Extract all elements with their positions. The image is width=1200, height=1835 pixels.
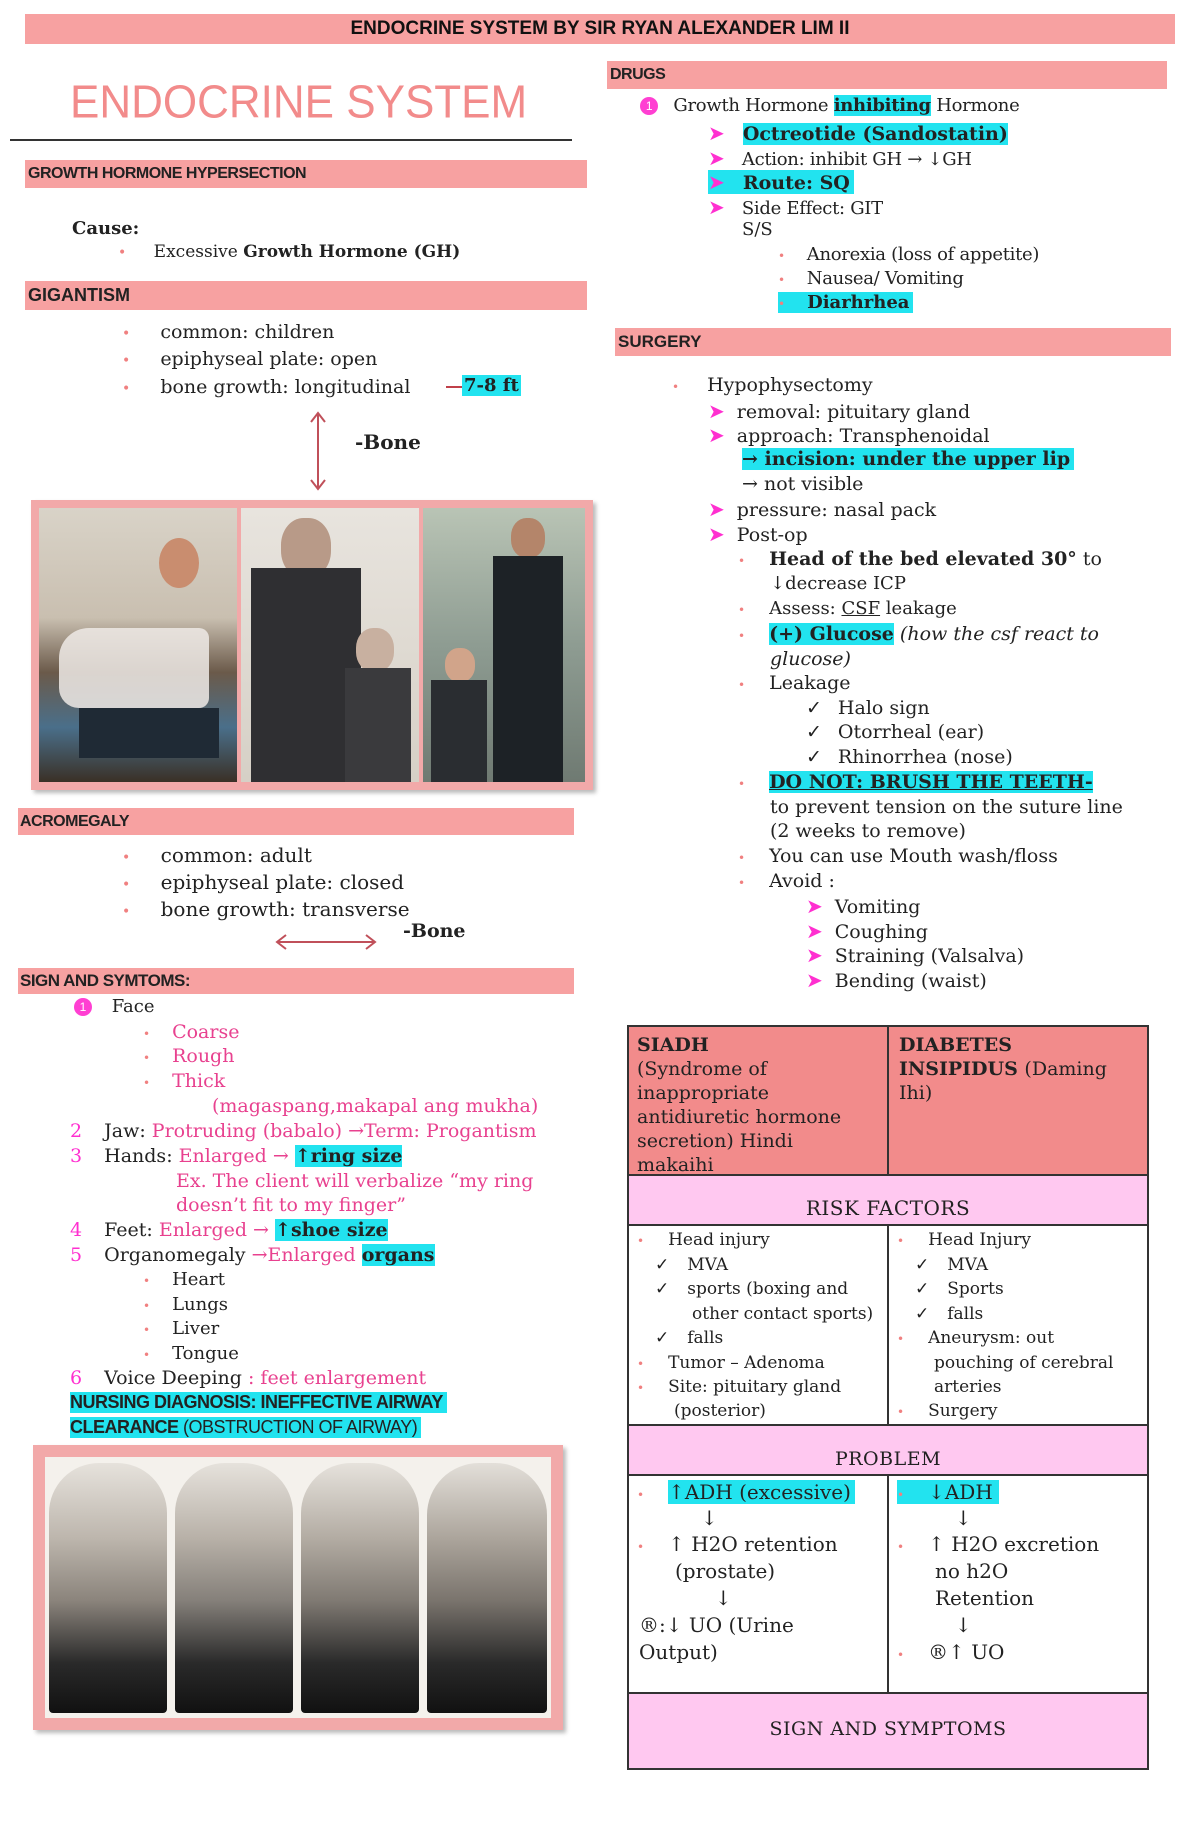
siadh-down-arrow-1: ↓: [701, 1506, 718, 1530]
arrow-bullet-icon: ➤: [708, 146, 725, 170]
nursing-dx-line-2a: CLEARANCE: [70, 1417, 184, 1437]
bullet-icon: •: [143, 1299, 151, 1313]
drug-class: [640, 95, 1019, 116]
assess-a: Assess:: [769, 598, 842, 619]
bullet-icon: •: [122, 381, 131, 397]
avoid-item-text: Straining (Valsalva): [834, 945, 1025, 967]
siadh-retention-2: (prostate): [675, 1559, 776, 1583]
organ-item-text: Tongue: [172, 1343, 239, 1364]
feet-label: Feet:: [104, 1219, 159, 1241]
arrow-bullet-icon: ➤: [708, 170, 725, 194]
nursing-dx-line-1: [70, 1392, 447, 1413]
drug-ss-item: [778, 268, 964, 289]
siadh-tumor: Tumor – Adenoma: [668, 1353, 825, 1373]
sign-hands: [70, 1145, 402, 1167]
bullet-icon: •: [897, 1332, 905, 1346]
avoid-text: Avoid :: [769, 870, 835, 892]
head-bold: Head of the bed elevated 30°: [769, 548, 1077, 570]
leak-item: [806, 746, 1013, 768]
assess-u: CSF: [841, 598, 881, 619]
di-risk-cell: [889, 1226, 1147, 1426]
di-excretion: ↑ H2O excretion: [928, 1532, 1100, 1556]
bullet-icon: •: [143, 1274, 151, 1288]
number-label: 5: [70, 1244, 83, 1266]
face-item: [143, 1045, 234, 1067]
siadh-site: Site: pituitary gland: [668, 1377, 842, 1397]
di-problem-cell: [889, 1476, 1147, 1694]
di-head-injury: Head Injury: [928, 1230, 1031, 1250]
drugs-header: [607, 61, 1167, 89]
siadh-line: (Syndrome of: [637, 1058, 767, 1080]
siadh-problem-cell: [629, 1476, 889, 1694]
arrow-bullet-icon: ➤: [708, 195, 725, 219]
di-down-arrow-1: ↓: [955, 1506, 972, 1530]
siadh-risk-check-cont: other contact sports): [692, 1304, 874, 1324]
bullet-icon: •: [738, 554, 746, 568]
avoid-item-text: Coughing: [834, 921, 928, 943]
number-circle-icon: 1: [640, 97, 658, 115]
sign-face: [74, 996, 154, 1017]
surgery-procedure: [672, 374, 873, 396]
surgery-procedure-text: Hypophysectomy: [707, 374, 873, 396]
siadh-site-2: (posterior): [674, 1401, 766, 1421]
di-title-2: INSIPIDUS: [899, 1058, 1025, 1080]
siadh-uo-2: Output): [639, 1640, 718, 1664]
height-note-text: 7-8 ft: [464, 375, 519, 396]
di-risk-check: falls: [947, 1304, 984, 1324]
bullet-icon: •: [738, 876, 746, 890]
surgery-incision: [742, 448, 1074, 470]
gigantism-item-text: epiphyseal plate: open: [160, 348, 378, 370]
ss-title-cell: [629, 1694, 1147, 1768]
leak-item: [806, 697, 930, 719]
donot-reason: to prevent tension on the suture line: [770, 796, 1123, 818]
acromegaly-item-text: common: adult: [160, 843, 312, 867]
head-to: to: [1076, 548, 1102, 570]
postop-leakage: [738, 672, 851, 694]
surgery-header: [615, 328, 1171, 356]
drug-ss-item-highlight: [778, 292, 913, 313]
drug-ss-hl-text: Diarhrhea: [807, 292, 910, 313]
drug-side-effect: [708, 195, 883, 219]
surgery-approach: [708, 423, 990, 447]
surgery-incision-text: → incision: under the upper lip: [742, 448, 1071, 470]
voice-label: Voice Deeping: [104, 1367, 248, 1389]
di-line-3: Ihi): [899, 1082, 933, 1104]
surgery-approach-text: approach: Transphenoidal: [736, 425, 990, 447]
acromegaly-photo: [45, 1457, 551, 1718]
bullet-icon: •: [637, 1234, 645, 1248]
siadh-down-arrow-2: ↓: [715, 1586, 732, 1610]
surgery-not-visible: → not visible: [742, 473, 864, 495]
leak-item: [806, 721, 984, 743]
bullet-icon: •: [637, 1357, 645, 1371]
donot-text: DO NOT: BRUSH THE TEETH-: [769, 771, 1093, 793]
postop-avoid: [738, 870, 835, 892]
di-excretion-2: no h2O: [935, 1559, 1009, 1583]
postop-assess: [738, 598, 957, 619]
drug-name-text: Octreotide (Sandostatin): [742, 123, 1008, 145]
voice-value: : feet enlargement: [247, 1367, 427, 1389]
drugs-title: DRUGS: [610, 66, 666, 83]
surgery-postop-text: Post-op: [736, 524, 808, 546]
siadh-line: secretion) Hindi: [637, 1130, 793, 1152]
gigantism-photo-2: [241, 508, 419, 782]
surgery-title: SURGERY: [618, 332, 702, 351]
siadh-di-table: [627, 1025, 1149, 1770]
siadh-risk-check: sports (boxing and: [687, 1279, 849, 1299]
hands-example-2: doesn’t fit to my finger”: [176, 1194, 406, 1216]
di-risk-check: MVA: [947, 1255, 989, 1275]
assess-b: leakage: [880, 598, 957, 619]
organ-value: →Enlarged: [251, 1244, 362, 1266]
sign-jaw: [70, 1120, 537, 1142]
ss-title: SIGN AND SYMPTOMS: [769, 1718, 1007, 1740]
bullet-icon: •: [897, 1540, 905, 1554]
mouthwash-text: You can use Mouth wash/floss: [769, 845, 1058, 867]
di-subtitle: (Daming: [1024, 1058, 1107, 1080]
arrow-bullet-icon: ➤: [806, 943, 823, 967]
cause-prefix: Excessive: [153, 242, 244, 262]
check-icon: ✓: [806, 746, 822, 768]
di-aneurysm-2: pouching of cerebral: [934, 1353, 1114, 1373]
problem-title: PROBLEM: [834, 1448, 942, 1470]
risk-factors-title: RISK FACTORS: [805, 1196, 971, 1220]
bullet-icon: •: [143, 1323, 151, 1337]
drug-action-text: Action: inhibit GH → ↓GH: [741, 149, 972, 170]
organ-item-text: Lungs: [172, 1294, 228, 1315]
sign-organomegaly: [70, 1244, 435, 1266]
arrow-bullet-icon: ➤: [708, 121, 725, 145]
check-icon: ✓: [655, 1279, 670, 1299]
sign-voice: [70, 1367, 426, 1389]
bullet-icon: •: [143, 1027, 151, 1041]
di-excretion-3: Retention: [935, 1586, 1035, 1610]
bullet-icon: •: [897, 1234, 905, 1248]
surgery-removal: [708, 399, 970, 423]
hands-label: Hands:: [104, 1145, 179, 1167]
postop-glucose: [738, 623, 1099, 645]
siadh-risk-check: falls: [687, 1328, 724, 1348]
cause-label: Cause:: [72, 218, 140, 239]
arrow-bullet-icon: ➤: [806, 968, 823, 992]
acromegaly-bone-label: -Bone: [403, 920, 466, 942]
signs-title: SIGN AND SYMTOMS:: [20, 971, 191, 990]
bullet-icon: •: [738, 678, 746, 692]
check-icon: ✓: [655, 1255, 670, 1275]
height-note: [462, 375, 521, 396]
bullet-icon: •: [778, 273, 785, 287]
vertical-double-arrow-icon: [303, 410, 333, 492]
organ-item-text: Heart: [172, 1269, 225, 1290]
organ-item-text: Liver: [172, 1318, 220, 1339]
drug-class-highlight: inhibiting: [833, 95, 931, 116]
arrow-bullet-icon: ➤: [806, 919, 823, 943]
drug-ss-item-text: Anorexia (loss of appetite): [806, 244, 1040, 265]
avoid-item: [806, 894, 920, 918]
acromegaly-item: [122, 897, 410, 921]
hands-highlight: ↑ring size: [294, 1145, 403, 1167]
gh-section-title: GROWTH HORMONE HYPERSECTION: [28, 165, 307, 182]
face-item: [143, 1070, 225, 1092]
surgery-pressure: [708, 497, 936, 521]
gh-section-header: [25, 160, 587, 188]
postop-head-elevation: [738, 548, 1102, 570]
acromegaly-title: ACROMEGALY: [20, 813, 130, 830]
siadh-line: antidiuretic hormone: [637, 1106, 842, 1128]
bullet-icon: •: [738, 603, 746, 617]
sign-face-label: Face: [111, 996, 155, 1017]
glucose-italic-2: glucose): [770, 648, 851, 670]
bullet-icon: •: [122, 326, 131, 342]
avoid-item: [806, 919, 928, 943]
di-uo: ®↑ UO: [928, 1640, 1005, 1664]
bullet-icon: •: [143, 1348, 151, 1362]
postop-glucose-2: [770, 648, 851, 670]
bullet-icon: •: [122, 850, 131, 866]
organ-item: [143, 1343, 239, 1364]
drug-ss-label: S/S: [742, 219, 773, 240]
acromegaly-photo-frame: [33, 1445, 563, 1730]
organ-highlight: organs: [361, 1244, 435, 1266]
siadh-risk-check: MVA: [687, 1255, 729, 1275]
cause-bold: Growth Hormone (GH): [243, 242, 461, 262]
nursing-dx-line-1-text: NURSING DIAGNOSIS: INEFFECTIVE AIRWAY: [70, 1392, 443, 1412]
gigantism-photo-1: [39, 508, 237, 782]
siadh-adh: ↑ADH (excessive): [668, 1480, 855, 1504]
face-item-text: Rough: [172, 1045, 235, 1067]
siadh-uo: ®:↓ UO (Urine: [639, 1613, 794, 1637]
big-title: ENDOCRINE SYSTEM: [70, 76, 528, 129]
di-down-arrow-2: ↓: [955, 1613, 972, 1637]
horizontal-double-arrow-icon: [275, 932, 377, 952]
gigantism-header: [25, 281, 587, 310]
di-title: DIABETES: [899, 1034, 1012, 1056]
face-item-text: Thick: [172, 1070, 226, 1092]
number-label: 4: [70, 1219, 83, 1241]
drug-route-text: Route: SQ: [742, 172, 850, 194]
feet-highlight: ↑shoe size: [275, 1219, 388, 1241]
acromegaly-item-text: epiphyseal plate: closed: [160, 870, 405, 894]
gigantism-photo-frame: [31, 500, 593, 790]
check-icon: ✓: [915, 1255, 930, 1275]
drug-side-effect-text: Side Effect: GIT: [741, 198, 883, 219]
leak-item-text: Rhinorrhea (nose): [837, 746, 1013, 768]
bullet-icon: •: [738, 851, 746, 865]
check-icon: ✓: [915, 1304, 930, 1324]
hands-example-1: Ex. The client will verbalize “my ring: [176, 1170, 534, 1192]
bullet-icon: •: [672, 380, 680, 394]
signs-header: [18, 968, 574, 994]
arrow-bullet-icon: ➤: [708, 399, 725, 423]
number-circle-icon: 1: [74, 998, 92, 1016]
bullet-icon: •: [897, 1488, 905, 1502]
gigantism-photo-3: [423, 508, 585, 782]
organ-item: [143, 1269, 225, 1290]
arrow-bullet-icon: ➤: [806, 894, 823, 918]
bullet-icon: •: [637, 1381, 645, 1395]
avoid-item-text: Vomiting: [834, 896, 921, 918]
check-icon: ✓: [655, 1328, 670, 1348]
di-header-cell: [889, 1027, 1147, 1176]
face-note: (magaspang,makapal ang mukha): [212, 1095, 539, 1117]
glucose-italic-1: (how the csf react to: [893, 623, 1099, 645]
bullet-icon: •: [897, 1405, 905, 1419]
drug-name: [708, 121, 1008, 145]
organ-label: Organomegaly: [104, 1244, 252, 1266]
face-item: [143, 1021, 239, 1043]
arrow-bullet-icon: ➤: [708, 497, 725, 521]
acromegaly-item-text: bone growth: transverse: [160, 897, 410, 921]
bullet-icon: •: [143, 1051, 151, 1065]
page-header: [25, 14, 1175, 44]
postop-mouthwash: [738, 845, 1058, 867]
risk-factors-title-cell: [629, 1176, 1147, 1226]
gigantism-title: GIGANTISM: [28, 285, 130, 305]
gigantism-item-text: common: children: [160, 321, 335, 343]
di-risk-check: Sports: [947, 1279, 1004, 1299]
drug-route: [708, 170, 854, 194]
drug-action: [708, 146, 972, 170]
jaw-value: Protruding (babalo) →Term: Progantism: [151, 1120, 537, 1142]
bullet-icon: •: [778, 249, 785, 263]
sign-feet: [70, 1219, 388, 1241]
acromegaly-header: [18, 808, 574, 835]
gigantism-item: [122, 321, 334, 343]
organ-item: [143, 1318, 219, 1339]
arrow-bullet-icon: ➤: [708, 522, 725, 546]
siadh-retention: ↑ H2O retention: [668, 1532, 838, 1556]
drug-ss-item: [778, 244, 1039, 265]
siadh-head-injury: Head injury: [668, 1230, 770, 1250]
bullet-icon: •: [738, 777, 746, 791]
siadh-line: makaihi: [637, 1154, 714, 1176]
di-line-2: [899, 1057, 1137, 1081]
leak-item-text: Otorrheal (ear): [837, 721, 985, 743]
bullet-icon: •: [637, 1540, 645, 1554]
problem-title-cell: [629, 1426, 1147, 1476]
bullet-icon: •: [897, 1648, 905, 1662]
bullet-icon: •: [143, 1076, 151, 1090]
di-surgery: Surgery: [928, 1401, 998, 1421]
nursing-dx-line-2: [70, 1417, 421, 1438]
check-icon: ✓: [806, 697, 822, 719]
postop-decrease-icp: ↓decrease ICP: [770, 573, 906, 594]
avoid-item: [806, 943, 1024, 967]
acromegaly-item: [122, 843, 312, 867]
drug-ss-item-text: Nausea/ Vomiting: [806, 268, 964, 289]
surgery-pressure-text: pressure: nasal pack: [736, 499, 937, 521]
drug-class-a: Growth Hormone: [673, 95, 834, 116]
di-aneurysm: Aneurysm: out: [928, 1328, 1055, 1348]
gigantism-item: [122, 348, 377, 370]
organ-item: [143, 1294, 228, 1315]
check-icon: ✓: [806, 721, 822, 743]
title-underline: [10, 139, 572, 141]
bullet-icon: •: [637, 1488, 645, 1502]
check-icon: ✓: [915, 1279, 930, 1299]
siadh-header-cell: [629, 1027, 889, 1176]
nursing-dx-line-2b: (OBSTRUCTION OF AIRWAY): [183, 1417, 418, 1437]
leak-item-text: Halo sign: [837, 697, 930, 719]
bullet-icon: •: [118, 245, 127, 261]
surgery-postop: [708, 522, 808, 546]
siadh-line: inappropriate: [637, 1082, 770, 1104]
arrow-bullet-icon: ➤: [708, 423, 725, 447]
gigantism-item-text: bone growth: longitudinal: [160, 376, 411, 398]
bullet-icon: •: [122, 877, 131, 893]
glucose-highlight: (+) Glucose: [769, 623, 894, 645]
siadh-title: SIADH: [637, 1034, 709, 1056]
gigantism-item: [122, 376, 410, 398]
donot-duration: (2 weeks to remove): [770, 820, 966, 842]
number-label: 6: [70, 1367, 83, 1389]
cause-item: [118, 242, 460, 262]
bullet-icon: •: [122, 904, 131, 920]
bullet-icon: •: [738, 629, 746, 643]
face-item-text: Coarse: [172, 1021, 240, 1043]
gigantism-bone-label: -Bone: [355, 430, 421, 454]
hands-value: Enlarged →: [178, 1145, 295, 1167]
avoid-item-text: Bending (waist): [834, 970, 987, 992]
siadh-risk-cell: [629, 1226, 889, 1426]
feet-value: Enlarged →: [158, 1219, 276, 1241]
acromegaly-item: [122, 870, 404, 894]
di-adh: ↓ADH: [928, 1480, 993, 1504]
postop-donot: [738, 771, 1093, 793]
page-header-title: ENDOCRINE SYSTEM BY SIR RYAN ALEXANDER LIM II: [350, 18, 850, 39]
bullet-icon: •: [778, 297, 786, 311]
number-label: 3: [70, 1145, 83, 1167]
drug-class-b: Hormone: [930, 95, 1020, 116]
jaw-label: Jaw:: [104, 1120, 152, 1142]
leakage-text: Leakage: [769, 672, 851, 694]
avoid-item: [806, 968, 987, 992]
surgery-removal-text: removal: pituitary gland: [736, 401, 971, 423]
di-aneurysm-3: arteries: [934, 1377, 1002, 1397]
bullet-icon: •: [122, 353, 131, 369]
number-label: 2: [70, 1120, 83, 1142]
